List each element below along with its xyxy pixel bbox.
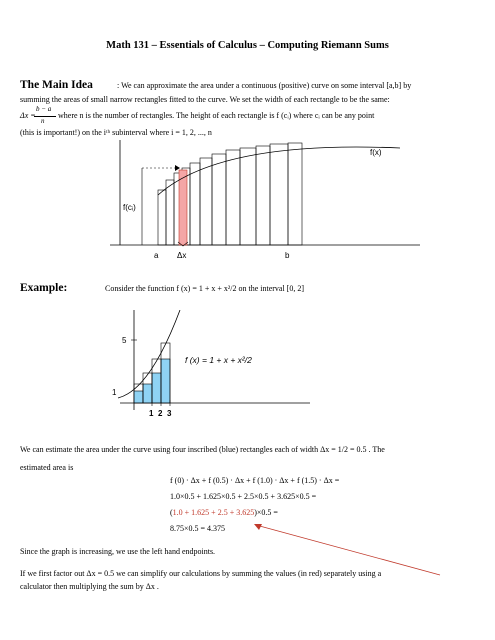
rect-8	[226, 150, 240, 245]
calc-line1: f (0) · Δx + f (0.5) · Δx + f (1.0) · Δx + f (1.5) · Δx =	[170, 476, 340, 485]
blue-rect-3	[152, 373, 161, 403]
calc-open-paren: (	[170, 508, 173, 517]
blue-rect-1	[134, 391, 143, 403]
calc-line3	[170, 508, 278, 517]
rect-12	[288, 143, 302, 245]
function-formula: f (x) = 1 + x + x²/2	[185, 355, 252, 365]
arrow-head-icon	[254, 524, 262, 530]
calc-close-paren: )×0.5 =	[254, 508, 278, 517]
main-idea-heading: The Main Idea	[20, 79, 93, 91]
y-label-1: 1	[112, 388, 117, 397]
example-heading: Example:	[20, 282, 68, 294]
estimate-line2: estimated area is	[20, 463, 74, 472]
rect-10	[256, 146, 270, 245]
calc-line4: 8.75×0.5 = 4.375	[170, 524, 226, 533]
calc-line2: 1.0×0.5 + 1.625×0.5 + 2.5×0.5 + 3.625×0.5 =	[170, 492, 317, 501]
blue-rect-4	[161, 359, 170, 403]
dx-label: Δx	[177, 251, 187, 260]
page-title: Math 131 – Essentials of Calculus – Computing Riemann Sums	[106, 40, 389, 51]
main-idea-line1: : We can approximate the area under a continuous (positive) curve on some interval [a,b] by	[117, 81, 412, 90]
main-idea-line2: summing the areas of small narrow rectangles fitted to the curve. We set the width of each rectangle to be the same:	[20, 95, 390, 104]
main-idea-line4: (this is important!) on the iᵗʰ subinterval where i = 1, 2, ..., n	[20, 128, 212, 137]
x-label-3: 3	[167, 409, 172, 418]
arrow-line	[256, 525, 440, 575]
highlight-rect	[179, 170, 187, 245]
factor-line1: If we first factor out Δx = 0.5 we can simplify our calculations by summing the values (in red) separately using a	[20, 569, 382, 578]
delta-x-description: where n is the number of rectangles. The height of each rectangle is f (cᵢ) where cᵢ can be any point	[58, 111, 375, 120]
rect-6	[200, 158, 212, 245]
rect-11	[270, 144, 288, 245]
fraction-bar	[34, 116, 56, 117]
since-line: Since the graph is increasing, we use the left hand endpoints.	[20, 547, 216, 556]
rect-1	[158, 190, 166, 245]
y-label-5: 5	[122, 336, 127, 345]
curve-label: f(x)	[370, 148, 382, 157]
calc-red-values: 1.0 + 1.625 + 2.5 + 3.625	[172, 508, 255, 517]
factor-line2: calculator then multiplying the sum by Δx .	[20, 582, 159, 591]
x-label-1: 1	[149, 409, 154, 418]
x-label-2: 2	[158, 409, 163, 418]
blue-rect-2	[143, 384, 152, 403]
rect-5	[190, 163, 200, 245]
riemann-figure	[100, 140, 430, 265]
rect-2	[166, 180, 174, 245]
curve	[158, 147, 400, 195]
example-text: Consider the function f (x) = 1 + x + x²/2 on the interval [0, 2]	[105, 284, 305, 293]
rect-7	[212, 154, 226, 245]
delta-x-numerator: b − a	[36, 105, 52, 113]
delta-x-lhs: Δx =	[20, 111, 36, 120]
height-label: f(cᵢ)	[123, 203, 136, 212]
delta-x-denominator: n	[41, 117, 45, 125]
rect-9	[240, 148, 256, 245]
example-figure	[110, 310, 310, 430]
estimate-line1: We can estimate the area under the curve using four inscribed (blue) rectangles each of width Δx = 1/2 = 0.5 . The	[20, 445, 385, 454]
a-label: a	[154, 251, 159, 260]
b-label: b	[285, 251, 290, 260]
